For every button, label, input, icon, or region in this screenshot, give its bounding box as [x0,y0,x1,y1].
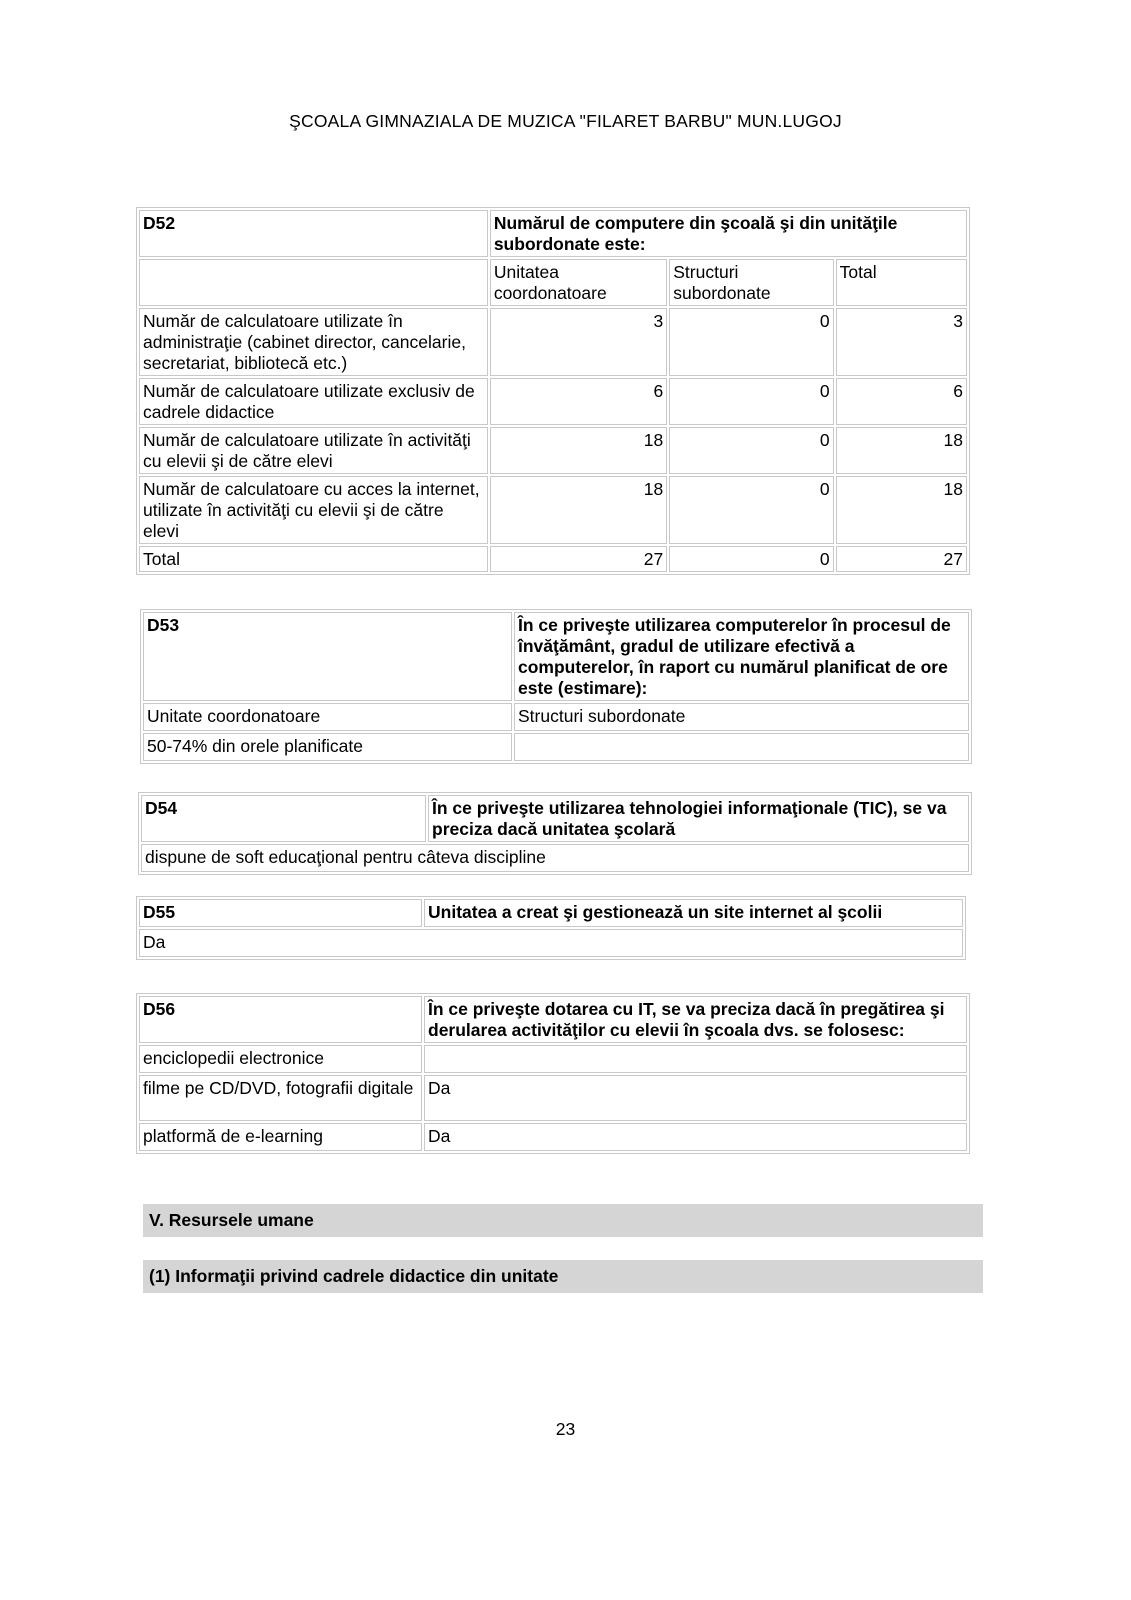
d55-question: Unitatea a creat şi gestionează un site internet al şcolii [424,899,963,927]
table-row [139,378,967,425]
table-row [139,427,967,474]
table-row [139,1045,967,1073]
row-label: Total [139,546,488,572]
d54-code: D54 [141,795,426,842]
d52-col-header-3: Total [836,259,967,306]
cell-value: 6 [490,378,667,425]
subsection-heading-cadre-didactice: (1) Informaţii privind cadrele didactice din unitate [143,1260,983,1293]
d55-code: D55 [139,899,422,927]
table-row [139,308,967,376]
d53-col-header-2: Structuri subordonate [514,703,969,731]
cell-value: 18 [836,476,967,544]
d54-answer: dispune de soft educaţional pentru câteva discipline [141,844,969,872]
table-row [139,546,967,572]
d56-question: În ce priveşte dotarea cu IT, se va preciza dacă în pregătirea şi derularea activităţilor cu elevii în şcoala dvs. se folosesc: [424,996,967,1043]
d52-code: D52 [139,210,488,257]
d53-code: D53 [143,612,512,701]
table-d56 [136,993,970,1154]
cell-value: 0 [669,308,833,376]
d54-question: În ce priveşte utilizarea tehnologiei informaţionale (TIC), se va preciza dacă unitatea şcolară [428,795,969,842]
row-label: filme pe CD/DVD, fotografii digitale [139,1075,422,1121]
row-label: Număr de calculatoare utilizate exclusiv de cadrele didactice [139,378,488,425]
cell-value [424,1045,967,1073]
cell-value: 18 [490,476,667,544]
table-d52 [136,207,970,575]
cell-value: 0 [669,378,833,425]
cell-value: 0 [669,546,833,572]
section-heading-resurse-umane: V. Resursele umane [143,1204,983,1237]
table-row [139,476,967,544]
row-label: Număr de calculatoare utilizate în administraţie (cabinet director, cancelarie, secretariat, bibliotecă etc.) [139,308,488,376]
table-d53 [140,609,972,764]
table-row [139,1123,967,1151]
d53-value-1: 50-74% din orele planificate [143,733,512,761]
row-label: platformă de e-learning [139,1123,422,1151]
d52-col-header-1: Unitatea coordonatoare [490,259,667,306]
row-label: enciclopedii electronice [139,1045,422,1073]
table-d55 [136,896,966,960]
cell-value: 0 [669,427,833,474]
table-d54 [138,792,972,875]
d53-value-2 [514,733,969,761]
cell-value: 0 [669,476,833,544]
row-label: Număr de calculatoare cu acces la internet, utilizate în activităţi cu elevii şi de către elevi [139,476,488,544]
page-header: ŞCOALA GIMNAZIALA DE MUZICA "FILARET BARBU" MUN.LUGOJ [289,111,842,131]
cell-value: 27 [490,546,667,572]
cell-value: 27 [836,546,967,572]
d56-code: D56 [139,996,422,1043]
cell-value: 6 [836,378,967,425]
d53-question: În ce priveşte utilizarea computerelor în procesul de învăţământ, gradul de utilizare efectivă a computerelor, în raport cu numărul planificat de ore este (estimare): [514,612,969,701]
cell-value: 3 [490,308,667,376]
d52-empty-header [139,259,488,306]
table-row [139,1075,967,1121]
cell-value: Da [424,1123,967,1151]
cell-value: 3 [836,308,967,376]
cell-value: Da [424,1075,967,1121]
cell-value: 18 [836,427,967,474]
d52-question: Numărul de computere din şcoală şi din unităţile subordonate este: [490,210,967,257]
d53-col-header-1: Unitate coordonatoare [143,703,512,731]
cell-value: 18 [490,427,667,474]
row-label: Număr de calculatoare utilizate în activităţi cu elevii şi de către elevi [139,427,488,474]
d52-col-header-2: Structuri subordonate [669,259,833,306]
page-number: 23 [555,1419,576,1439]
d55-answer: Da [139,929,963,957]
